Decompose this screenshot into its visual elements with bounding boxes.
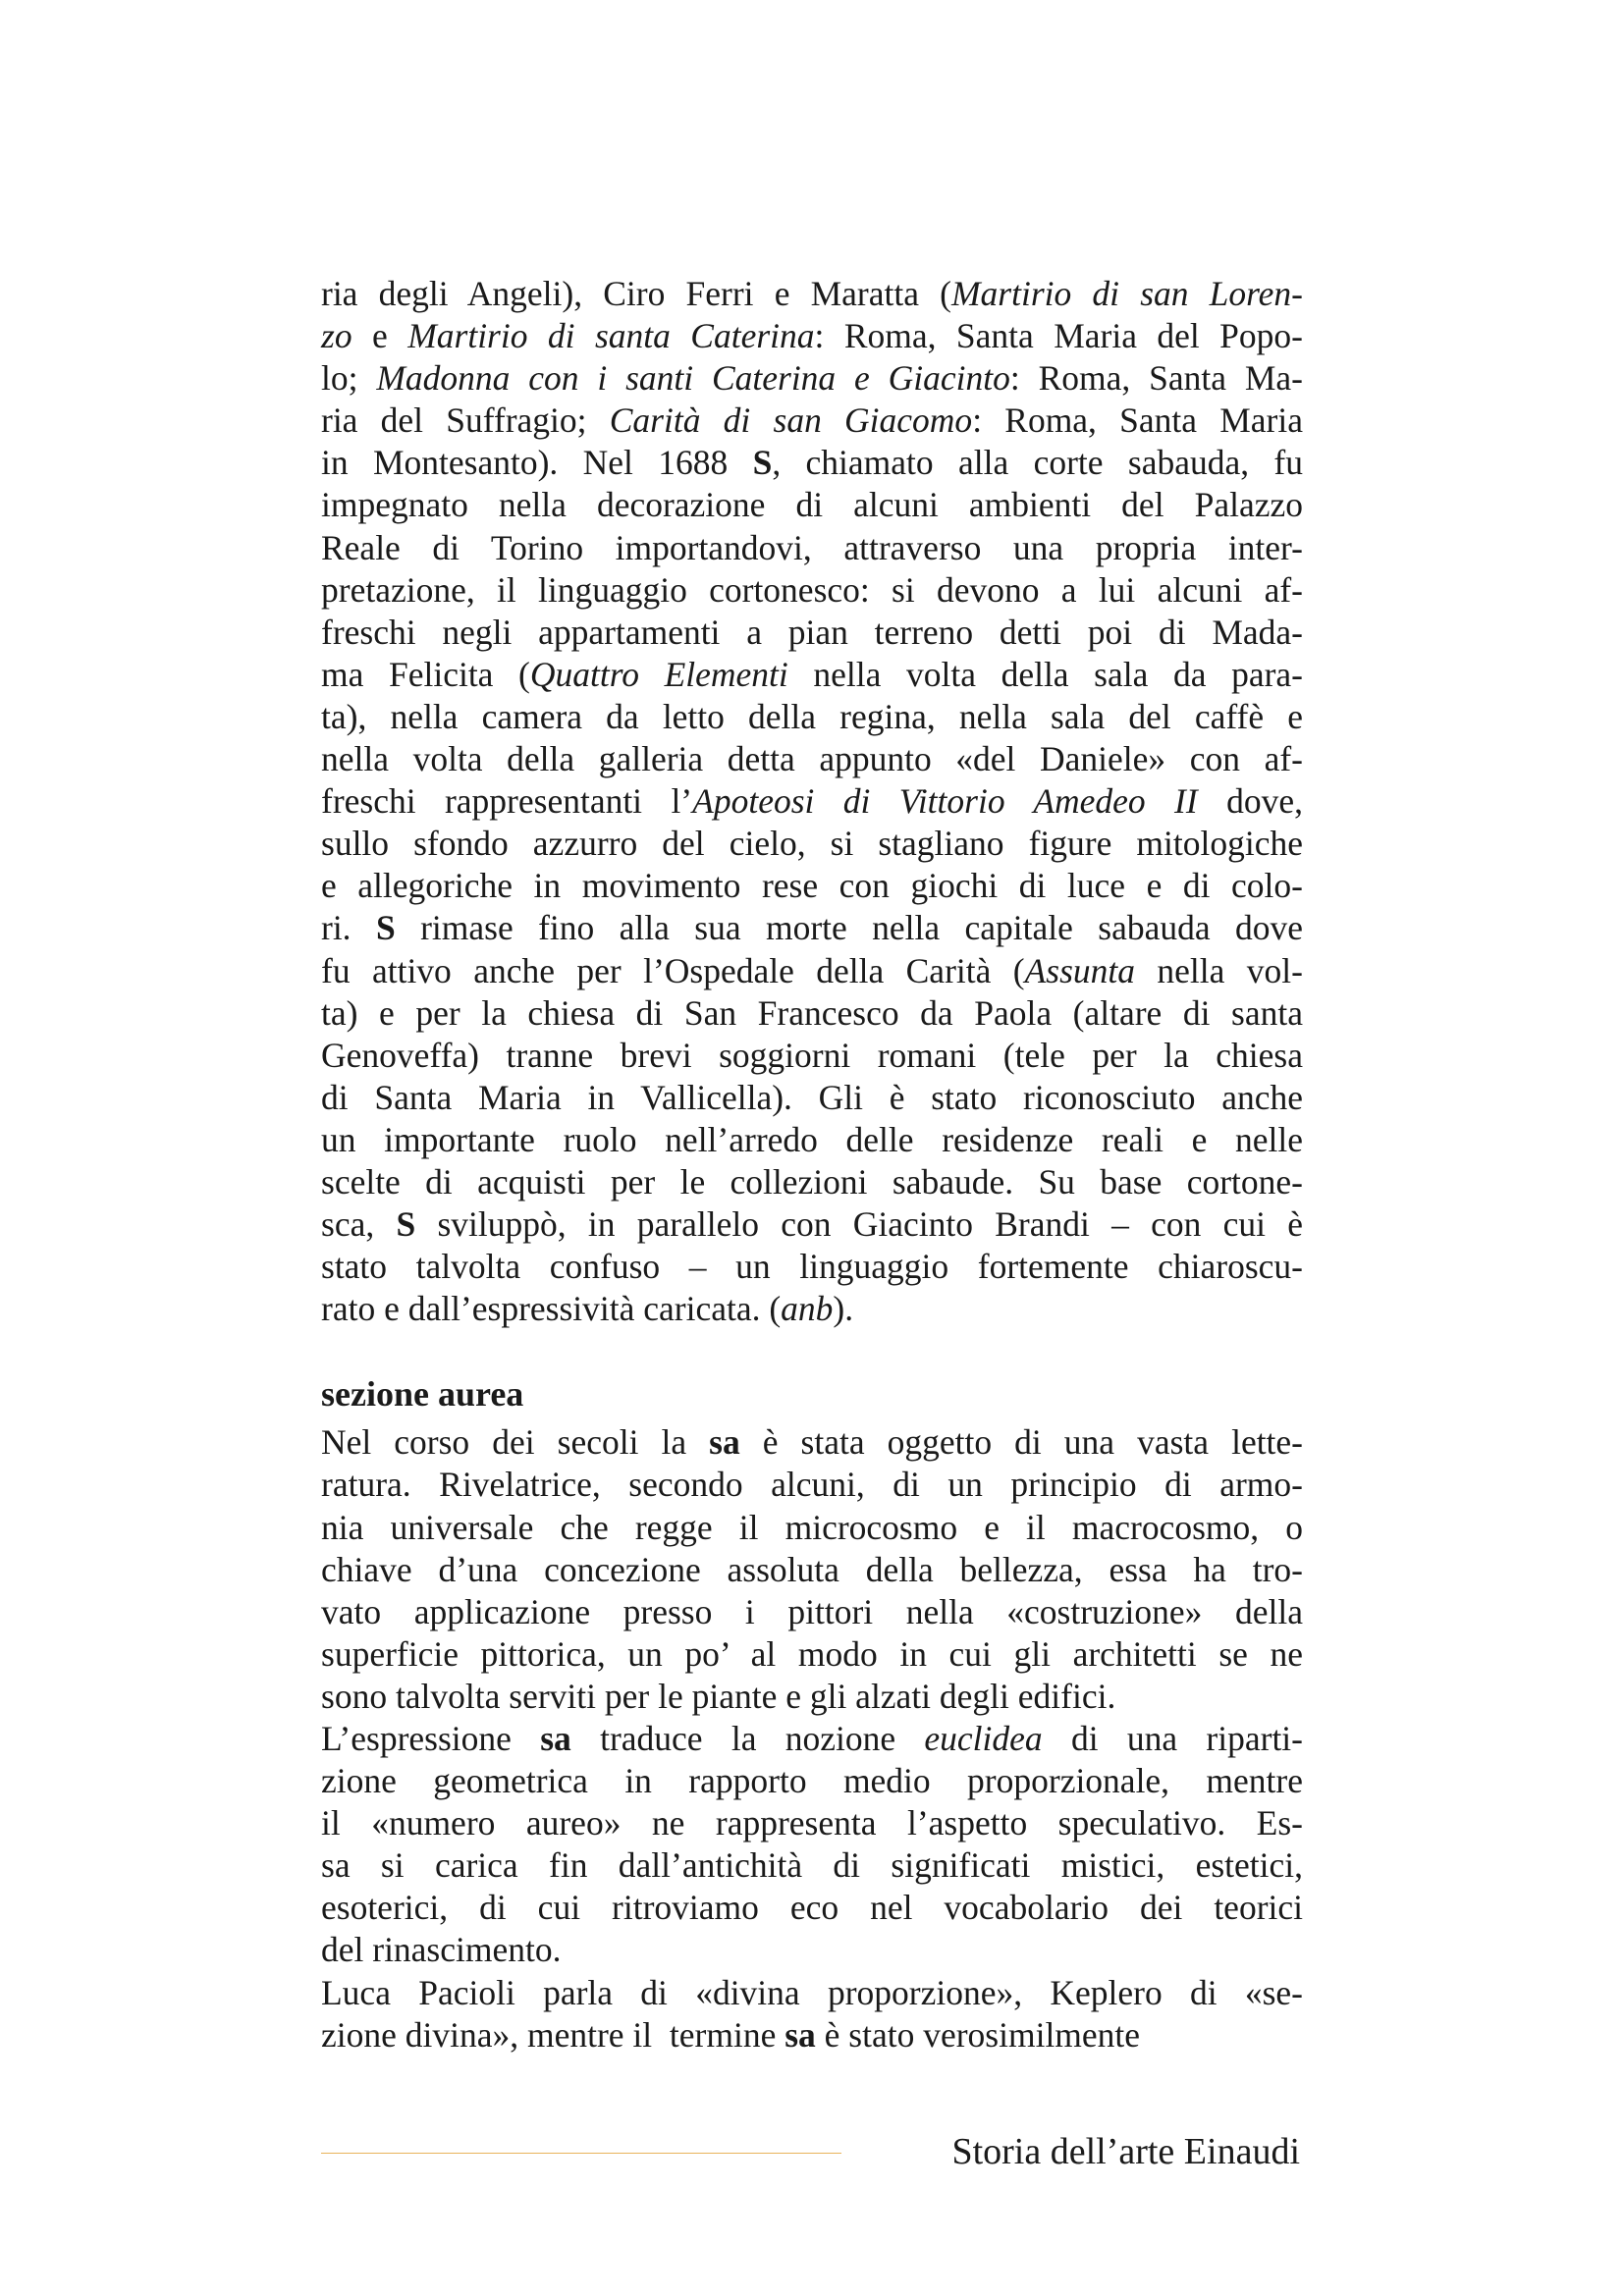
text-line: ta) e per la chiesa di San Francesco da Paola (altare di santa bbox=[321, 992, 1303, 1033]
text-line: ta), nella camera da letto della regina, nella sala del caffè e bbox=[321, 696, 1303, 736]
footer-rule bbox=[321, 2153, 841, 2154]
text-line: nia universale che regge il microcosmo e il macrocosmo, o bbox=[321, 1507, 1303, 1547]
text-line: chiave d’una concezione assoluta della bellezza, essa ha tro- bbox=[321, 1549, 1303, 1589]
text-line: freschi rappresentanti l’Apoteosi di Vittorio Amedeo II dove, bbox=[321, 781, 1303, 822]
text-line: sullo sfondo azzurro del cielo, si stagliano figure mitologiche bbox=[321, 824, 1303, 864]
text-line: ria del Suffragio; Carità di san Giacomo: Roma, Santa Maria bbox=[321, 400, 1303, 441]
text-line: sa si carica fin dall’antichità di significati mistici, estetici, bbox=[321, 1845, 1303, 1886]
article-sezione-aurea-text bbox=[321, 1421, 1303, 2056]
text-line: L’espressione sa traduce la nozione euclidea di una riparti- bbox=[321, 1719, 1303, 1758]
text-line: ratura. Rivelatrice, secondo alcuni, di un principio di armo- bbox=[321, 1465, 1303, 1505]
text-line: del rinascimento. bbox=[321, 1930, 562, 1970]
text-line: superficie pittorica, un po’ al modo in cui gli architetti se ne bbox=[321, 1633, 1303, 1674]
paragraph bbox=[321, 1718, 1303, 1972]
text-line: nella volta della galleria detta appunto «del Daniele» con af- bbox=[321, 739, 1303, 779]
text-line: un importante ruolo nell’arredo delle residenze reali e nelle bbox=[321, 1119, 1303, 1159]
text-line: sono talvolta serviti per le piante e gli alzati degli edifici. bbox=[321, 1676, 1116, 1716]
text-line: ria degli Angeli), Ciro Ferri e Maratta (Martirio di san Loren- bbox=[321, 274, 1303, 313]
text-line: stato talvolta confuso – un linguaggio fortemente chiaroscu- bbox=[321, 1247, 1303, 1287]
paragraph bbox=[321, 1421, 1303, 1718]
page-footer bbox=[321, 2122, 1303, 2181]
article-saint-text bbox=[321, 273, 1303, 1330]
text-line: in Montesanto). Nel 1688 S, chiamato alla corte sabauda, fu bbox=[321, 443, 1304, 483]
page-body bbox=[321, 273, 1303, 2056]
text-line: e allegoriche in movimento rese con giochi di luce e di colo- bbox=[321, 866, 1303, 906]
text-line: esoterici, di cui ritroviamo eco nel vocabolario dei teorici bbox=[321, 1888, 1303, 1928]
text-line: di Santa Maria in Vallicella). Gli è stato riconosciuto anche bbox=[321, 1077, 1303, 1117]
text-line: Nel corso dei secoli la sa è stata oggetto di una vasta lette- bbox=[321, 1422, 1304, 1463]
text-line: Genoveffa) tranne brevi soggiorni romani (tele per la chiesa bbox=[321, 1035, 1303, 1075]
text-line: impegnato nella decorazione di alcuni ambienti del Palazzo bbox=[321, 485, 1303, 525]
text-line: sca, S sviluppò, in parallelo con Giacinto Brandi – con cui è bbox=[321, 1204, 1303, 1245]
text-line: ri. S rimase fino alla sua morte nella capitale sabauda dove bbox=[321, 908, 1304, 948]
text-line: vato applicazione presso i pittori nella «costruzione» della bbox=[321, 1591, 1303, 1631]
text-line: zo e Martirio di santa Caterina: Roma, Santa Maria del Popo- bbox=[321, 316, 1304, 356]
text-line: Luca Pacioli parla di «divina proporzione», Keplero di «se- bbox=[321, 1972, 1303, 2012]
text-line: lo; Madonna con i santi Caterina e Giacinto: Roma, Santa Ma- bbox=[321, 358, 1303, 399]
entry-heading: sezione aurea bbox=[321, 1374, 524, 1415]
text-line: rato e dall’espressività caricata. (anb). bbox=[321, 1289, 854, 1329]
text-line: pretazione, il linguaggio cortonesco: si devono a lui alcuni af- bbox=[321, 569, 1303, 610]
text-line: fu attivo anche per l’Ospedale della Carità (Assunta nella vol- bbox=[321, 950, 1303, 990]
paragraph bbox=[321, 1972, 1303, 2056]
text-line: il «numero aureo» ne rappresenta l’aspetto speculativo. Es- bbox=[321, 1803, 1303, 1843]
text-line: zione geometrica in rapporto medio proporzionale, mentre bbox=[321, 1761, 1303, 1801]
text-line: zione divina», mentre il termine sa è stato verosimilmente bbox=[321, 2014, 1141, 2055]
footer-title: Storia dell’arte Einaudi bbox=[951, 2131, 1300, 2172]
text-line: Reale di Torino importandovi, attraverso una propria inter- bbox=[321, 527, 1303, 567]
text-line: freschi negli appartamenti a pian terreno detti poi di Mada- bbox=[321, 612, 1303, 652]
text-line: ma Felicita (Quattro Elementi nella volta della sala da para- bbox=[321, 654, 1303, 694]
text-line: scelte di acquisti per le collezioni sabaude. Su base cortone- bbox=[321, 1161, 1303, 1201]
